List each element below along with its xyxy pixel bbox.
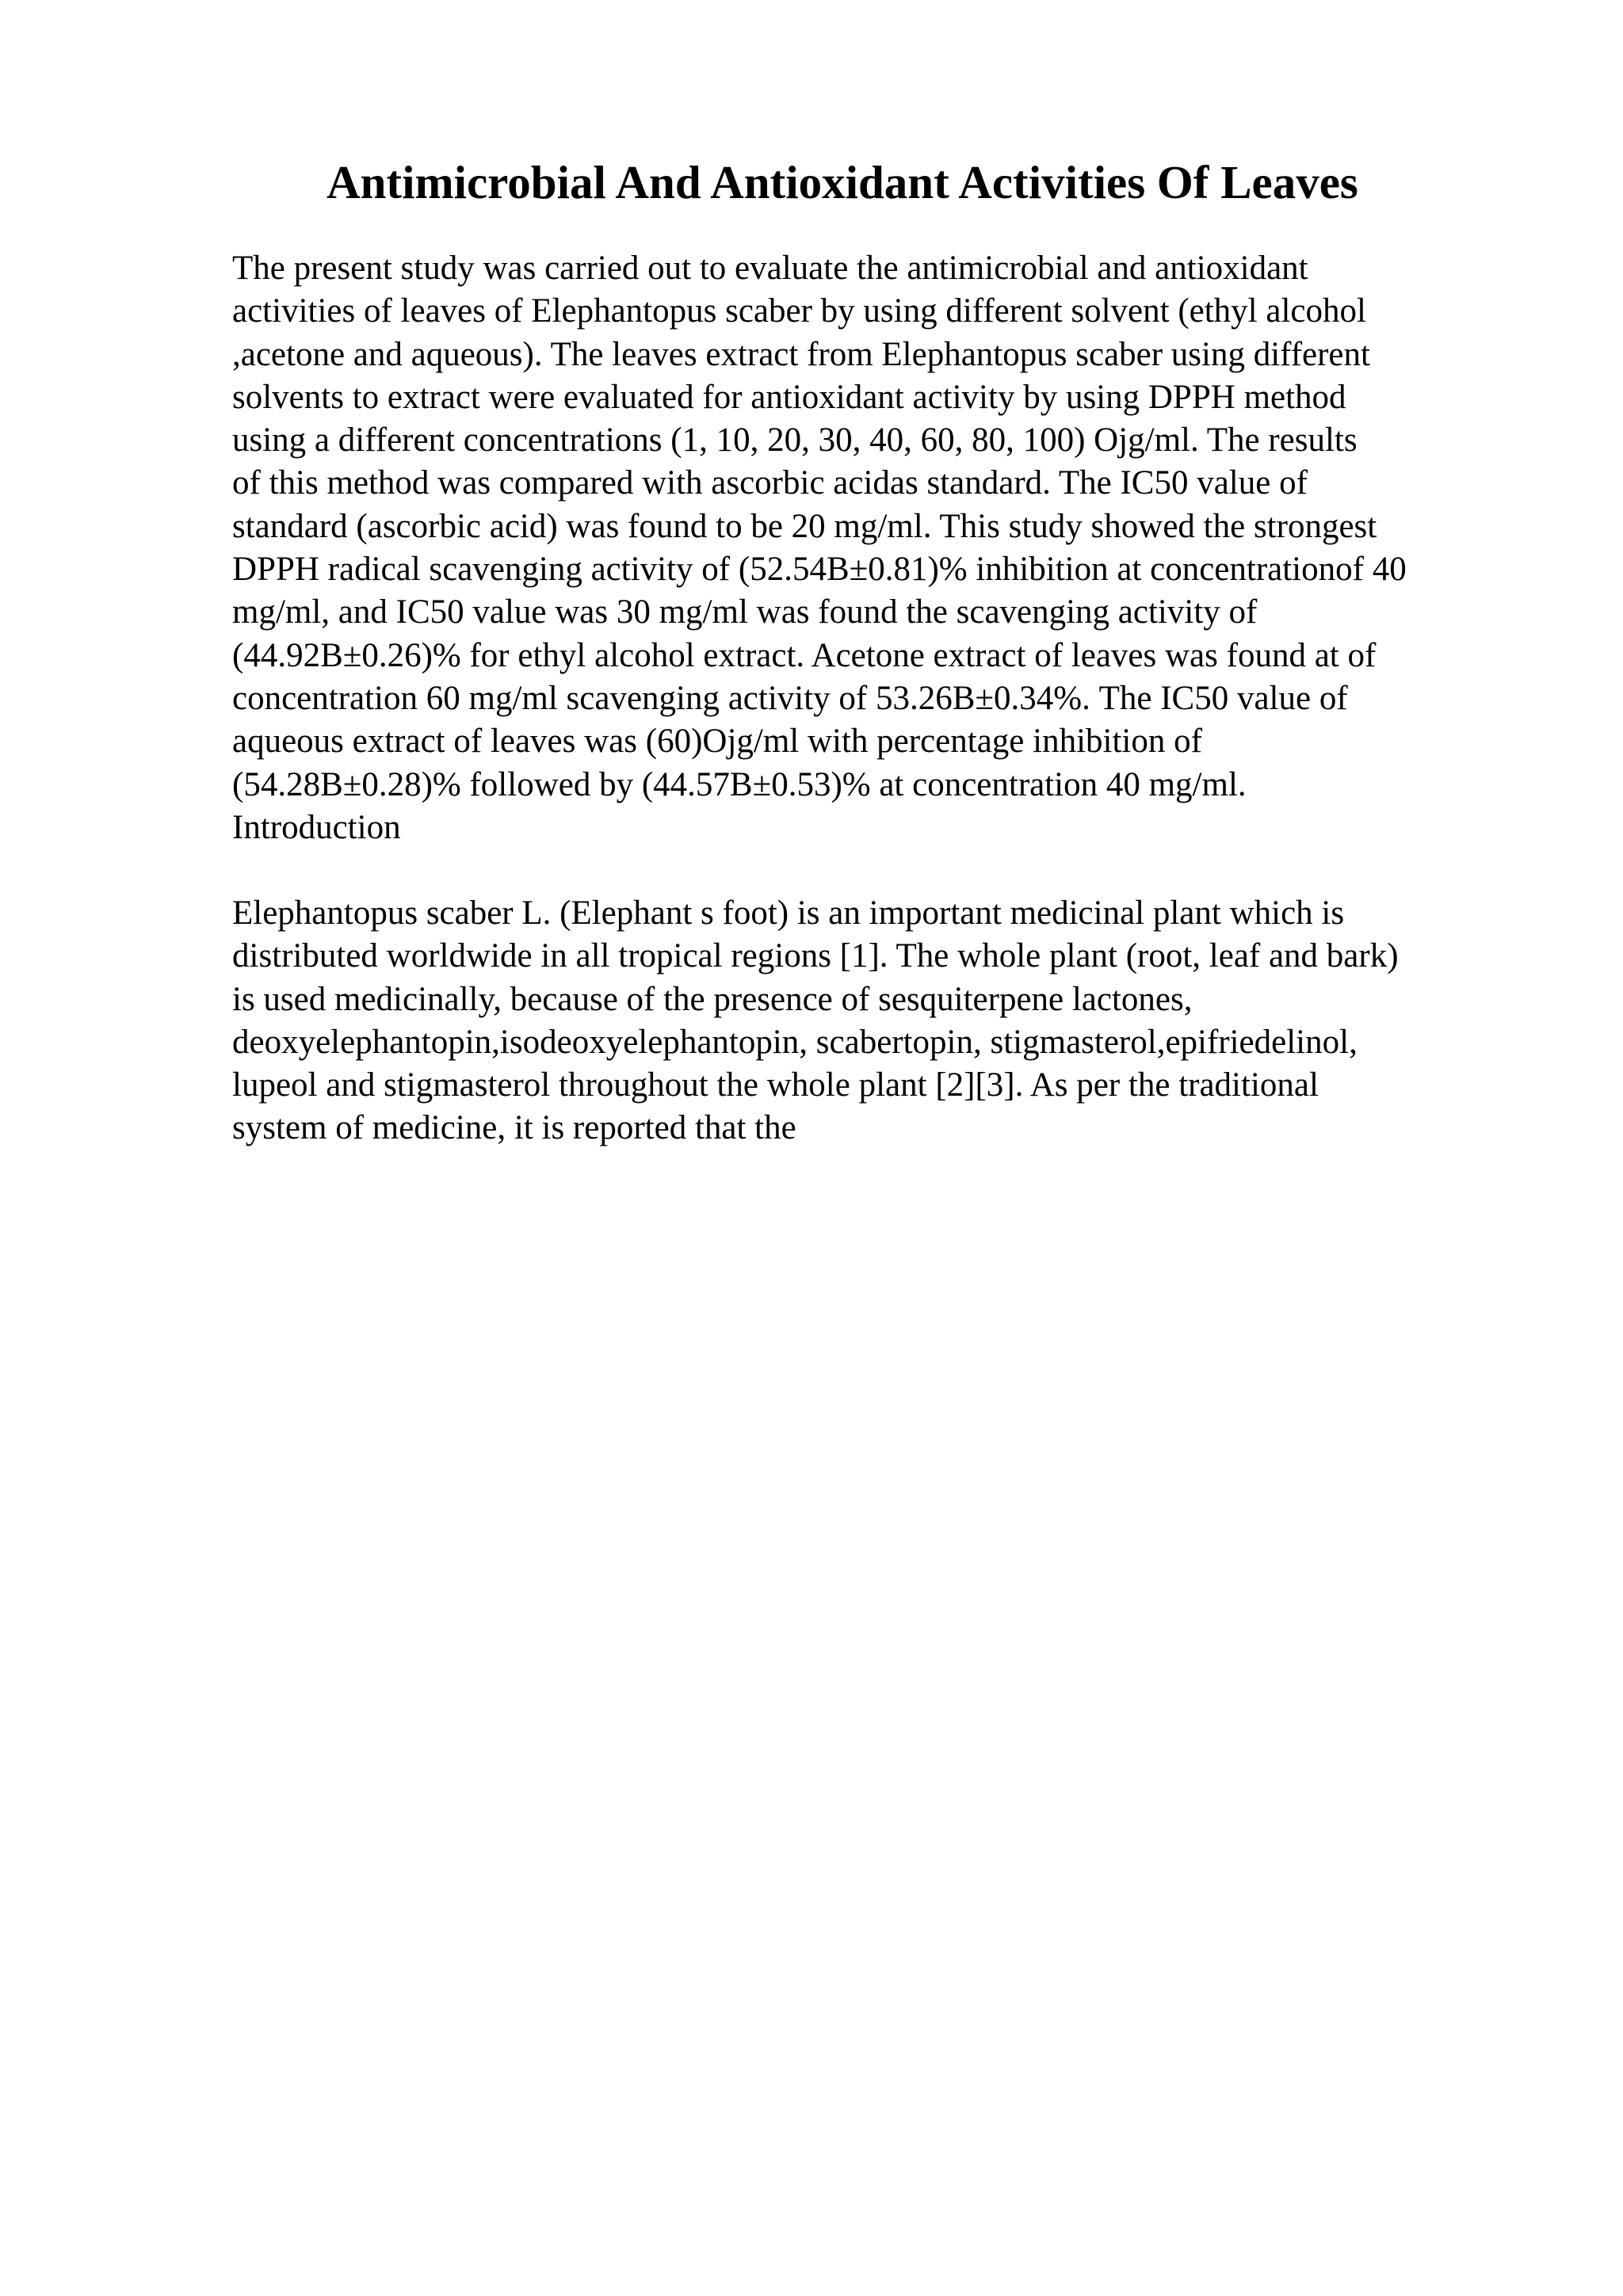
abstract-line: activities of leaves of Elephantopus scaber by using different solvent (ethyl alcohol xyxy=(232,292,1366,330)
abstract-paragraph xyxy=(232,247,1532,807)
introduction-line: deoxyelephantopin,isodeoxyelephantopin, scabertopin, stigmasterol,epifriedelinol, xyxy=(232,1023,1358,1061)
introduction-line: distributed worldwide in all tropical regions [1]. The whole plant (root, leaf and bark) xyxy=(232,937,1399,975)
abstract-line: (44.92В±0.26)% for ethyl alcohol extract. Acetone extract of leaves was found at of xyxy=(232,636,1377,674)
abstract-line: mg/ml, and IC50 value was 30 mg/ml was found the scavenging activity of xyxy=(232,593,1258,631)
introduction-line: is used medicinally, because of the presence of sesquiterpene lactones, xyxy=(232,980,1193,1018)
abstract-line: (54.28В±0.28)% followed by (44.57В±0.53)% at concentration 40 mg/ml. xyxy=(232,765,1247,803)
abstract-line: standard (ascorbic acid) was found to be 20 mg/ml. This study showed the strongest xyxy=(232,507,1377,545)
introduction-paragraph xyxy=(232,892,1532,1150)
introduction-line: lupeol and stigmasterol throughout the whole plant [2][3]. As per the traditional xyxy=(232,1066,1319,1104)
section-heading-introduction: Introduction xyxy=(232,809,401,846)
abstract-line: aqueous extract of leaves was (60)Ојg/ml with percentage inhibition of xyxy=(232,723,1202,761)
abstract-line: solvents to extract were evaluated for antioxidant activity by using DPPH method xyxy=(232,378,1346,416)
abstract-line: DPPH radical scavenging activity of (52.54В±0.81)% inhibition at concentrationof 40 xyxy=(232,551,1407,589)
abstract-line: of this method was compared with ascorbic acidas standard. The IC50 value of xyxy=(232,464,1308,502)
abstract-line: concentration 60 mg/ml scavenging activity of 53.26В±0.34%. The IC50 value of xyxy=(232,679,1348,717)
document-title: Antimicrobial And Antioxidant Activities Of Leaves xyxy=(327,156,1358,208)
introduction-line: system of medicine, it is reported that the xyxy=(232,1109,796,1147)
introduction-line: Elephantopus scaber L. (Elephant s foot) is an important medicinal plant which is xyxy=(232,894,1345,932)
abstract-line: The present study was carried out to evaluate the antimicrobial and antioxidant xyxy=(232,250,1308,287)
abstract-line: using a different concentrations (1, 10, 20, 30, 40, 60, 80, 100) Ојg/ml. The results xyxy=(232,421,1358,460)
abstract-line: ,acetone and aqueous). The leaves extract from Elephantopus scaber using different xyxy=(232,335,1370,373)
